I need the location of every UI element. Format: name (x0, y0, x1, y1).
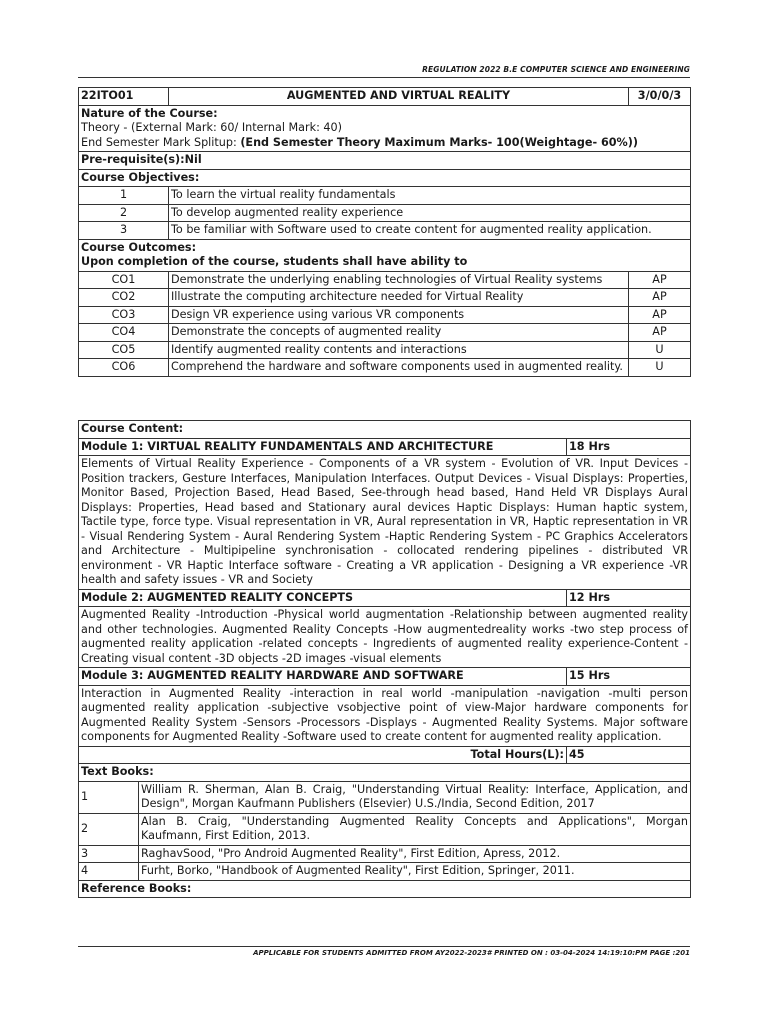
regulation-header: REGULATION 2022 B.E COMPUTER SCIENCE AND ENGINEERING (422, 65, 690, 74)
objective-row (79, 204, 691, 222)
outcome-row (79, 341, 691, 359)
outcome-level: AP (629, 324, 691, 342)
nature-label: Nature of the Course: (81, 106, 218, 120)
outcome-row (79, 306, 691, 324)
references-label: Reference Books: (79, 880, 691, 898)
content-label: Course Content: (79, 421, 691, 439)
textbook-row (79, 781, 691, 813)
outcome-code: CO2 (79, 289, 169, 307)
outcome-row (79, 289, 691, 307)
outcome-row (79, 359, 691, 377)
outcome-level: U (629, 341, 691, 359)
outcome-level: AP (629, 306, 691, 324)
objective-row (79, 187, 691, 205)
module-hours: 12 Hrs (567, 589, 691, 607)
outcome-code: CO4 (79, 324, 169, 342)
textbook-text: William R. Sherman, Alan B. Craig, "Understanding Virtual Reality: Interface, Application, and Design", Morgan Kaufmann Publishers (Elsevier) U.S./India, Second Edition, 2017 (139, 781, 691, 813)
course-credits: 3/0/0/3 (629, 88, 691, 106)
theory-line: Theory - (External Mark: 60/ Internal Mark: 40) (81, 121, 343, 134)
header-divider (78, 77, 690, 78)
split-bold: (End Semester Theory Maximum Marks- 100(Weightage- 60%)) (240, 135, 638, 149)
module-title: Module 1: VIRTUAL REALITY FUNDAMENTALS AND ARCHITECTURE (79, 438, 567, 456)
textbook-num: 2 (79, 813, 139, 845)
outcome-row (79, 271, 691, 289)
module-hours: 15 Hrs (567, 668, 691, 686)
outcome-text: Comprehend the hardware and software components used in augmented reality. (169, 359, 629, 377)
outcome-level: AP (629, 271, 691, 289)
split-prefix: End Semester Mark Splitup: (81, 135, 241, 149)
module-title: Module 3: AUGMENTED REALITY HARDWARE AND SOFTWARE (79, 668, 567, 686)
outcome-code: CO6 (79, 359, 169, 377)
total-hours-row (79, 746, 691, 764)
nature-row (79, 105, 691, 152)
objective-num: 2 (79, 204, 169, 222)
total-hours-value: 45 (567, 746, 691, 764)
module-header-row (79, 668, 691, 686)
course-title: AUGMENTED AND VIRTUAL REALITY (169, 88, 629, 106)
objective-num: 3 (79, 222, 169, 240)
outcome-text: Demonstrate the underlying enabling technologies of Virtual Reality systems (169, 271, 629, 289)
outcome-code: CO5 (79, 341, 169, 359)
textbook-row (79, 863, 691, 881)
module-description: Elements of Virtual Reality Experience - Components of a VR system - Evolution of VR. Input Devices - Position trackers, Gesture Interfaces, Manipulation Interfaces. Output Devices - Visual Displays: Properties, Monitor Based, Projection Based, Head Based, See-through head based, Hand Held VR Displays Aural Displays: Properties, Head based and Stationary aural devices Haptic Displays: Human haptic system, Tactile type, force type. Visual representation in VR, Aural representation in VR, Haptic representation in VR - Visual Rendering System - Aural Rendering System -Haptic Rendering System - PC Graphics Accelerators and Architecture - Multipipeline synchronisation - collocated rendering pipelines - distributed VR environment - VR Haptic Interface software - Creating a VR application - Designing a VR experience -VR health and safety issues - VR and Society (79, 456, 691, 590)
objectives-label: Course Objectives: (79, 169, 691, 187)
module-hours: 18 Hrs (567, 438, 691, 456)
outcome-level: U (629, 359, 691, 377)
course-info-table (78, 87, 691, 377)
objective-text: To develop augmented reality experience (169, 204, 691, 222)
textbook-num: 4 (79, 863, 139, 881)
module-description: Interaction in Augmented Reality -interaction in real world -manipulation -navigation -multi person augmented reality application -subjective vsobjective point of view-Major hardware components for Augmented Reality System -Sensors -Processors -Displays - Augmented Reality Systems. Major software components for Augmented Reality -Software used to create content for augmented reality application. (79, 685, 691, 746)
outcome-level: AP (629, 289, 691, 307)
objective-num: 1 (79, 187, 169, 205)
outcome-text: Illustrate the computing architecture needed for Virtual Reality (169, 289, 629, 307)
module-header-row (79, 438, 691, 456)
course-title-row (79, 88, 691, 106)
total-hours-label: Total Hours(L): (79, 746, 567, 764)
outcomes-subtitle: Upon completion of the course, students shall have ability to (81, 255, 468, 268)
outcomes-header-row (79, 239, 691, 271)
outcome-text: Demonstrate the concepts of augmented reality (169, 324, 629, 342)
module-description: Augmented Reality -Introduction -Physical world augmentation -Relationship between augmented reality and other technologies. Augmented Reality Concepts -How augmentedreality works -two step process of augmented reality application -related concepts - Ingredients of augmented reality experience-Content - Creating visual content -3D objects -2D images -visual elements (79, 607, 691, 668)
outcome-text: Identify augmented reality contents and interactions (169, 341, 629, 359)
textbooks-label: Text Books: (79, 764, 691, 782)
mark-splitup (81, 136, 688, 151)
course-code: 22ITO01 (79, 88, 169, 106)
outcomes-label: Course Outcomes: (81, 240, 197, 254)
footer-divider (78, 946, 690, 947)
module-title: Module 2: AUGMENTED REALITY CONCEPTS (79, 589, 567, 607)
textbook-text: RaghavSood, "Pro Android Augmented Reality", First Edition, Apress, 2012. (139, 845, 691, 863)
textbook-text: Alan B. Craig, "Understanding Augmented Reality Concepts and Applications", Morgan Kaufmann, First Edition, 2013. (139, 813, 691, 845)
outcome-code: CO1 (79, 271, 169, 289)
print-footer: APPLICABLE FOR STUDENTS ADMITTED FROM AY2022-2023# PRINTED ON : 03-04-2024 14:19:10:PM PAGE :201 (253, 949, 690, 957)
outcome-row (79, 324, 691, 342)
objective-row (79, 222, 691, 240)
outcome-code: CO3 (79, 306, 169, 324)
textbook-row (79, 813, 691, 845)
textbook-num: 1 (79, 781, 139, 813)
textbook-text: Furht, Borko, "Handbook of Augmented Reality", First Edition, Springer, 2011. (139, 863, 691, 881)
module-header-row (79, 589, 691, 607)
course-content-table (78, 420, 691, 898)
objective-text: To learn the virtual reality fundamentals (169, 187, 691, 205)
textbook-num: 3 (79, 845, 139, 863)
outcome-text: Design VR experience using various VR components (169, 306, 629, 324)
prerequisite: Pre-requisite(s):Nil (79, 152, 691, 170)
objective-text: To be familiar with Software used to create content for augmented reality application. (169, 222, 691, 240)
textbook-row (79, 845, 691, 863)
